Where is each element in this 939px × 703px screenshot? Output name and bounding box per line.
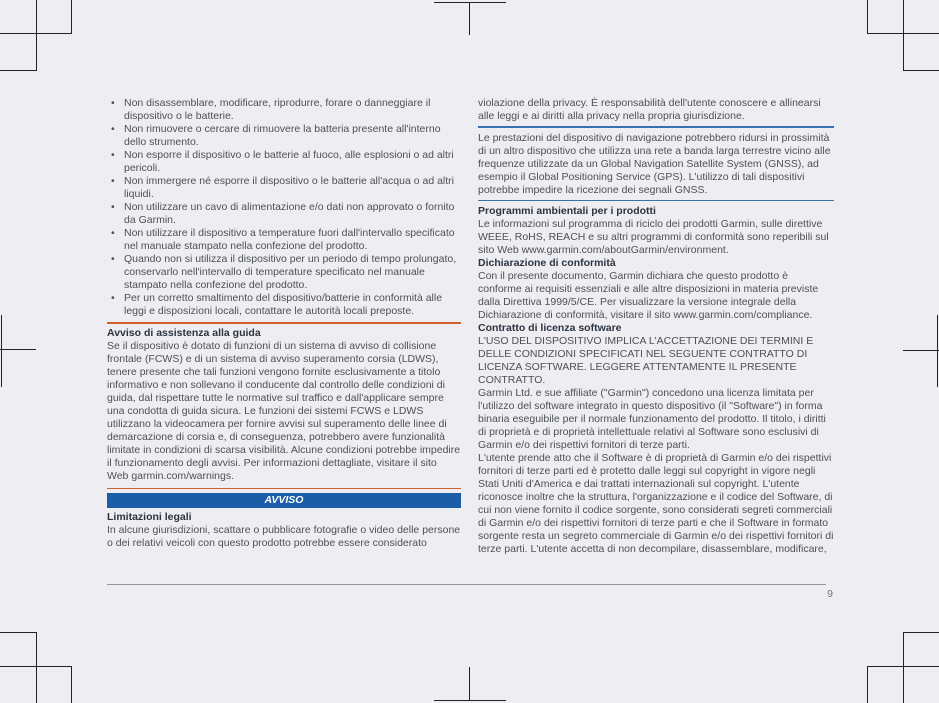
paragraph-driver-assistance: Se il dispositivo è dotato di funzioni di un sistema di avviso di collisione frontale (FCWS) e di un sistema di avviso superamento corsia (LDWS), tenere presente che tali funzioni vengono fornite esclusivamente a titolo informativo e non sollevano il conducente dal controllo delle condizioni di guida, dal rispettare tutte le normative sul traffico e dall'applicare sempre una condotta di guida sicura. Le funzioni dei sistemi FCWS e LDWS utilizzano la videocamera per fornire avvisi sul superamento delle linee di demarcazione di corsia e, di conseguenza, potrebbero avere funzionalità limitate in condizioni di scarsa visibilità. Alcune condizioni potrebbe impedire il funzionamento degli avvisi. Per informazioni dettagliate, visitare il sito Web garmin.com/warnings. [107, 339, 461, 482]
crop-mark-line [434, 700, 506, 701]
heading-software-license: Contratto di licenza software [478, 322, 622, 334]
crop-mark-line [0, 632, 37, 633]
bullet-item: • Non rimuovere o cercare di rimuovere la batteria presente all'interno dello strumento. [107, 123, 461, 149]
heading-driver-assistance: Avviso di assistenza alla guida [107, 326, 261, 339]
bullet-item: • Non utilizzare un cavo di alimentazione e/o dati non approvato o fornito da Garmin. [107, 201, 461, 227]
crop-mark-line [867, 666, 939, 667]
crop-mark-line [71, 666, 72, 703]
bullet-item: • Non utilizzare il dispositivo a temperature fuori dall'intervallo specificato nel manuale stampato nella confezione del prodotto. [107, 227, 461, 253]
crop-mark-line [867, 666, 868, 703]
crop-mark-line [36, 632, 37, 703]
warning-section-rule [107, 322, 461, 324]
page-number: 9 [827, 588, 833, 600]
paragraph-license-terms-caps: L'USO DEL DISPOSITIVO IMPLICA L'ACCETTAZIONE DEI TERMINI E DELLE CONDIZIONI SPECIFICATI NEL SEGUENTE CONTRATTO DI LICENZA SOFTWARE. LEGGERE ATTENTAMENTE IL PRESENTE CONTRATTO. [478, 335, 814, 386]
crop-mark-line [903, 70, 939, 71]
bullet-item: • Per un corretto smaltimento del dispositivo/batterie in conformità alle leggi e disposizioni locali, contattare le autorità locali preposte. [107, 292, 461, 318]
crop-mark-line [0, 70, 37, 71]
paragraph-license-ownership: L'utente prende atto che il Software è di proprietà di Garmin e/o dei rispettivi fornitori di terze parti ed è protetto dalle leggi sul copyright in vigore negli Stati Uniti d'America e dai trattati internazionali sul copyright. L'utente riconosce inoltre che la struttura, l'organizzazione e il codice del Software, di cui non viene fornito il codice sorgente, sono considerati segreti commerciali di Garmin e/o dei rispettivi fornitori di terze parti e che il Software in formato sorgente resta un segreto commerciale di Garmin e/o dei rispettivi fornitori di terze parti. L'utente accetta di non decompilare, disassemblare, modificare, [478, 452, 834, 555]
crop-mark-line [36, 0, 37, 70]
notice-banner: AVVISO [107, 493, 461, 508]
crop-mark-line [71, 0, 72, 33]
notice-section-rule [478, 126, 834, 128]
paragraph-environmental-programs: Le informazioni sul programma di riciclo dei prodotti Garmin, sulle direttive WEEE, RoHS, REACH e su altri programmi di conformità sono reperibili sul sito Web www.garmin.com/aboutGarmin/environment. [478, 218, 829, 256]
heading-declaration-of-conformity: Dichiarazione di conformità [478, 257, 616, 269]
crop-mark-line [867, 0, 868, 33]
left-column [107, 97, 461, 550]
bullet-item: • Non immergere né esporre il dispositivo o le batterie all'acqua o ad altri liquidi. [107, 175, 461, 201]
crop-mark-line [903, 0, 904, 70]
bullet-item: • Non esporre il dispositivo o le batterie al fuoco, alle esplosioni o ad altri pericoli. [107, 149, 461, 175]
crop-mark-line [434, 2, 506, 3]
crop-mark-line [903, 632, 904, 703]
warning-section-rule [107, 488, 461, 490]
paragraph-declaration-of-conformity: Con il presente documento, Garmin dichiara che questo prodotto è conforme ai requisiti essenziali e alle altre disposizioni in materia previste dalla Direttiva 1999/5/CE. Per visualizzare la versione integrale della Dichiarazione di conformità, visitare il sito www.garmin.com/compliance. [478, 270, 819, 321]
bullet-item: • Quando non si utilizza il dispositivo per un periodo di tempo prolungato, conservarlo nell'intervallo di temperature specificato nel manuale stampato nella confezione del prodotto. [107, 253, 461, 292]
crop-mark-line [903, 632, 939, 633]
right-column [478, 97, 834, 556]
paragraph-gnss: Le prestazioni del dispositivo di navigazione potrebbero ridursi in prossimità di un altro dispositivo che utilizza una rete a banda larga terrestre vicino alle frequenze utilizzate da un Global Navigation Satellite System (GNSS), ad esempio il Global Positioning Service (GPS). L'utilizzo di tali dispositivi potrebbe impedire la ricezione dei segnali GNSS. [478, 131, 831, 196]
crop-mark-line [0, 666, 72, 667]
crop-mark-line [903, 350, 939, 351]
safety-bullet-list [107, 97, 461, 318]
crop-mark-line [1, 315, 2, 387]
paragraph-license-grant: Garmin Ltd. e sue affiliate ("Garmin") concedono una licenza limitata per l'utilizzo del software integrato in questo dispositivo (il "Software") in forma binaria eseguibile per il normale funzionamento del prodotto. Il titolo, i diritti di proprietà e di proprietà intellettuale relativi al Software sono esclusivi di Garmin e/o dei rispettivi fornitori di terze parti. [478, 387, 826, 451]
heading-legal-limitations: Limitazioni legali [107, 511, 192, 523]
paragraph-privacy: violazione della privacy. È responsabilità dell'utente conoscere e allinearsi alle leggi e ai diritti alla privacy nella propria giurisdizione. [478, 97, 821, 122]
notice-section-rule [478, 200, 834, 202]
crop-mark-line [0, 349, 36, 350]
heading-environmental-programs: Programmi ambientali per i prodotti [478, 205, 656, 217]
bullet-item: • Non disassemblare, modificare, riprodurre, forare o danneggiare il dispositivo o le batterie. [107, 97, 461, 123]
paragraph-legal-limitations: In alcune giurisdizioni, scattare o pubblicare fotografie o video delle persone o dei relativi veicoli con questo prodotto potrebbe essere considerato [107, 524, 461, 549]
crop-mark-line [469, 667, 470, 701]
crop-mark-line [937, 315, 938, 387]
footer-divider [107, 584, 826, 585]
crop-mark-line [469, 2, 470, 35]
